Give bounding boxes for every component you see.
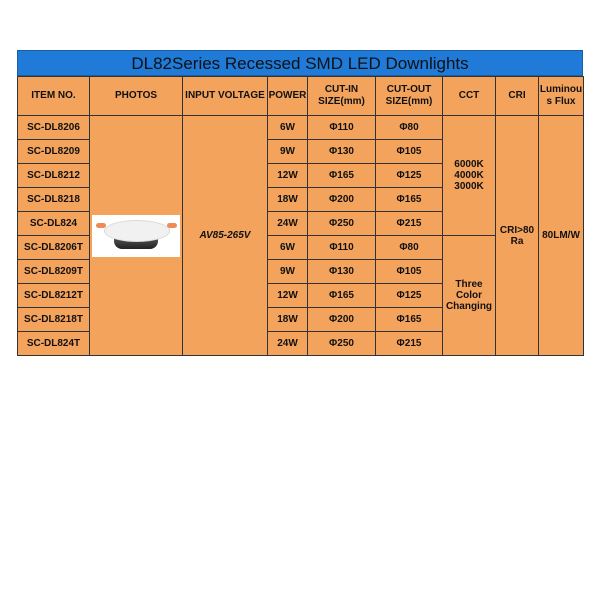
item-no-cell: SC-DL8206 (18, 116, 90, 140)
input-voltage-cell: AV85-265V (183, 116, 268, 356)
cct-value: Three (455, 279, 483, 290)
photo-cell (90, 116, 183, 356)
cct-cell-fixed (443, 116, 496, 236)
cut-in-cell: Φ165 (308, 284, 376, 308)
cri-cell (496, 116, 539, 356)
cut-out-cell: Φ215 (376, 212, 443, 236)
cct-value: 6000K (454, 159, 484, 170)
cut-in-cell: Φ200 (308, 308, 376, 332)
power-cell: 24W (268, 332, 308, 356)
power-cell: 9W (268, 140, 308, 164)
table-row (18, 116, 584, 140)
header-photos: PHOTOS (90, 77, 183, 116)
cut-out-cell: Φ125 (376, 164, 443, 188)
item-no-cell: SC-DL8206T (18, 236, 90, 260)
power-cell: 18W (268, 188, 308, 212)
cut-out-cell: Φ80 (376, 236, 443, 260)
header-cut-out (376, 77, 443, 116)
cct-value: 3000K (454, 181, 484, 192)
header-flux (539, 77, 584, 116)
cct-value: Color (455, 290, 483, 301)
header-cut-in-line1: CUT-IN (324, 84, 359, 95)
cut-out-cell: Φ125 (376, 284, 443, 308)
cut-in-cell: Φ250 (308, 212, 376, 236)
header-row (18, 77, 584, 116)
header-cut-in-line2: SIZE(mm) (318, 96, 365, 107)
spec-table (17, 76, 584, 356)
header-item-no: ITEM NO. (18, 77, 90, 116)
cut-out-cell: Φ165 (376, 308, 443, 332)
item-no-cell: SC-DL824 (18, 212, 90, 236)
item-no-cell: SC-DL8209T (18, 260, 90, 284)
cct-cell-changing (443, 236, 496, 356)
downlight-photo (92, 215, 180, 257)
cct-value: 4000K (454, 170, 484, 181)
cut-out-cell: Φ80 (376, 116, 443, 140)
flux-cell: 80LM/W (539, 116, 584, 356)
item-no-cell: SC-DL8212 (18, 164, 90, 188)
item-no-cell: SC-DL8209 (18, 140, 90, 164)
power-cell: 18W (268, 308, 308, 332)
cri-value-line2: Ra (510, 235, 524, 247)
cut-out-cell: Φ105 (376, 260, 443, 284)
header-cut-in (308, 77, 376, 116)
item-no-cell: SC-DL8212T (18, 284, 90, 308)
table-title: DL82Series Recessed SMD LED Downlights (17, 50, 583, 76)
power-cell: 12W (268, 164, 308, 188)
cut-in-cell: Φ165 (308, 164, 376, 188)
header-cri: CRI (496, 77, 539, 116)
header-cut-out-line2: SIZE(mm) (385, 96, 433, 107)
power-cell: 6W (268, 116, 308, 140)
header-flux-line2: s Flux (546, 96, 576, 107)
power-cell: 9W (268, 260, 308, 284)
cri-value-line1: CRI>80 (499, 224, 535, 236)
cct-value: Changing (445, 301, 493, 312)
header-input-voltage: INPUT VOLTAGE (183, 77, 268, 116)
power-cell: 24W (268, 212, 308, 236)
spec-sheet (17, 50, 583, 356)
item-no-cell: SC-DL824T (18, 332, 90, 356)
lamp-rim (104, 220, 170, 242)
cut-in-cell: Φ110 (308, 236, 376, 260)
cut-out-cell: Φ105 (376, 140, 443, 164)
cut-in-cell: Φ250 (308, 332, 376, 356)
cut-out-cell: Φ215 (376, 332, 443, 356)
cut-in-cell: Φ130 (308, 260, 376, 284)
power-cell: 6W (268, 236, 308, 260)
cut-in-cell: Φ110 (308, 116, 376, 140)
item-no-cell: SC-DL8218T (18, 308, 90, 332)
cut-in-cell: Φ200 (308, 188, 376, 212)
header-cut-out-line1: CUT-OUT (386, 84, 432, 95)
header-power: POWER (268, 77, 308, 116)
cut-out-cell: Φ165 (376, 188, 443, 212)
power-cell: 12W (268, 284, 308, 308)
header-flux-line1: Luminou (539, 84, 583, 95)
header-cct: CCT (443, 77, 496, 116)
cut-in-cell: Φ130 (308, 140, 376, 164)
item-no-cell: SC-DL8218 (18, 188, 90, 212)
